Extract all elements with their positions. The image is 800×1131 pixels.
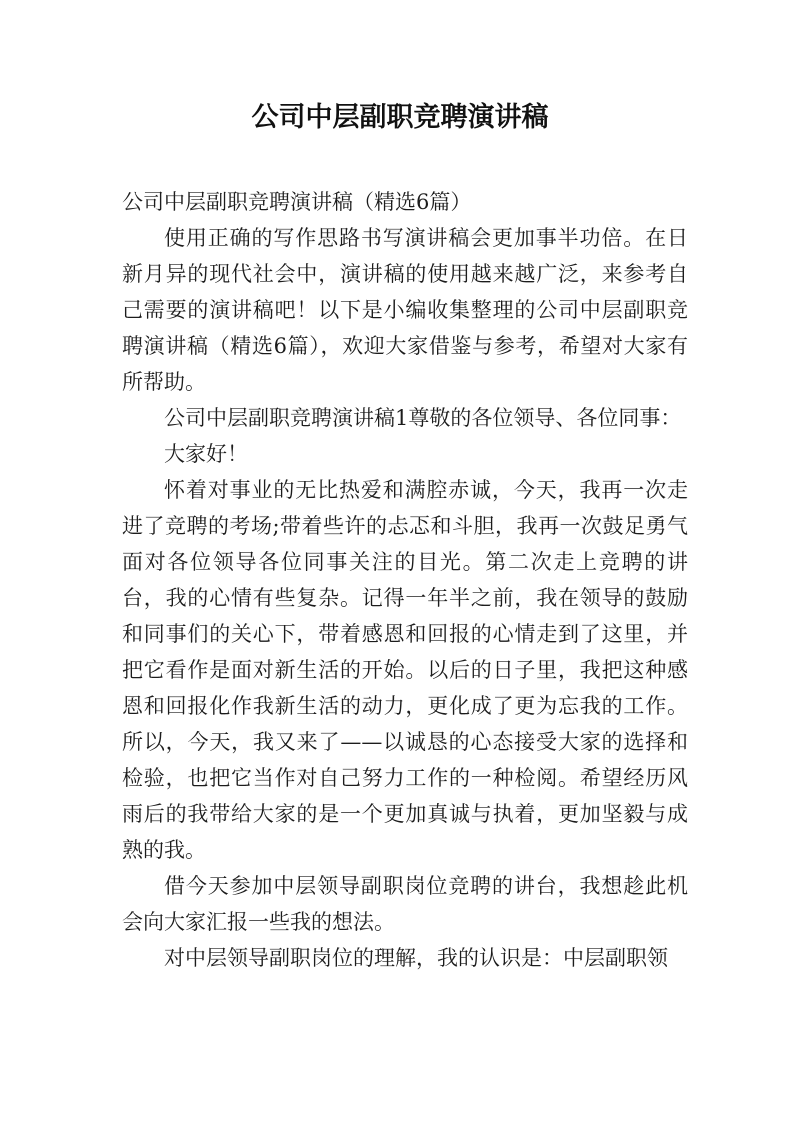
body-paragraph: 借今天参加中层领导副职岗位竞聘的讲台，我想趁此机会向大家汇报一些我的想法。 bbox=[122, 874, 688, 934]
speech-heading-paragraph: 公司中层副职竞聘演讲稿1尊敬的各位领导、各位同事： bbox=[164, 406, 682, 430]
document-body bbox=[122, 184, 688, 976]
greeting-paragraph: 大家好！ bbox=[164, 442, 248, 466]
document-title: 公司中层副职竞聘演讲稿 bbox=[251, 102, 549, 133]
body-paragraph: 对中层领导副职岗位的理解，我的认识是：中层副职领 bbox=[164, 946, 668, 970]
body-paragraph: 怀着对事业的无比热爱和满腔赤诚，今天，我再一次走进了竞聘的考场;带着些许的忐忑和斗胆，我再一次鼓足勇气面对各位领导各位同事关注的目光。第二次走上竞聘的讲台，我的心情有些复杂。记得一年半之前，我在领导的鼓励和同事们的关心下，带着感恩和回报的心情走到了这里，并把它看作是面对新生活的开始。以后的日子里，我把这种感恩和回报化作我新生活的动力，更化成了更为忘我的工作。所以，今天，我又来了——以诚恳的心态接受大家的选择和检验，也把它当作对自己努力工作的一种检阅。希望经历风雨后的我带给大家的是一个更加真诚与执着，更加坚毅与成熟的我。 bbox=[122, 478, 688, 862]
intro-paragraph: 使用正确的写作思路书写演讲稿会更加事半功倍。在日新月异的现代社会中，演讲稿的使用越来越广泛，来参考自己需要的演讲稿吧！以下是小编收集整理的公司中层副职竞聘演讲稿（精选6篇），欢迎大家借鉴与参考，希望对大家有所帮助。 bbox=[122, 226, 688, 394]
subtitle-paragraph: 公司中层副职竞聘演讲稿（精选6篇） bbox=[122, 190, 472, 214]
